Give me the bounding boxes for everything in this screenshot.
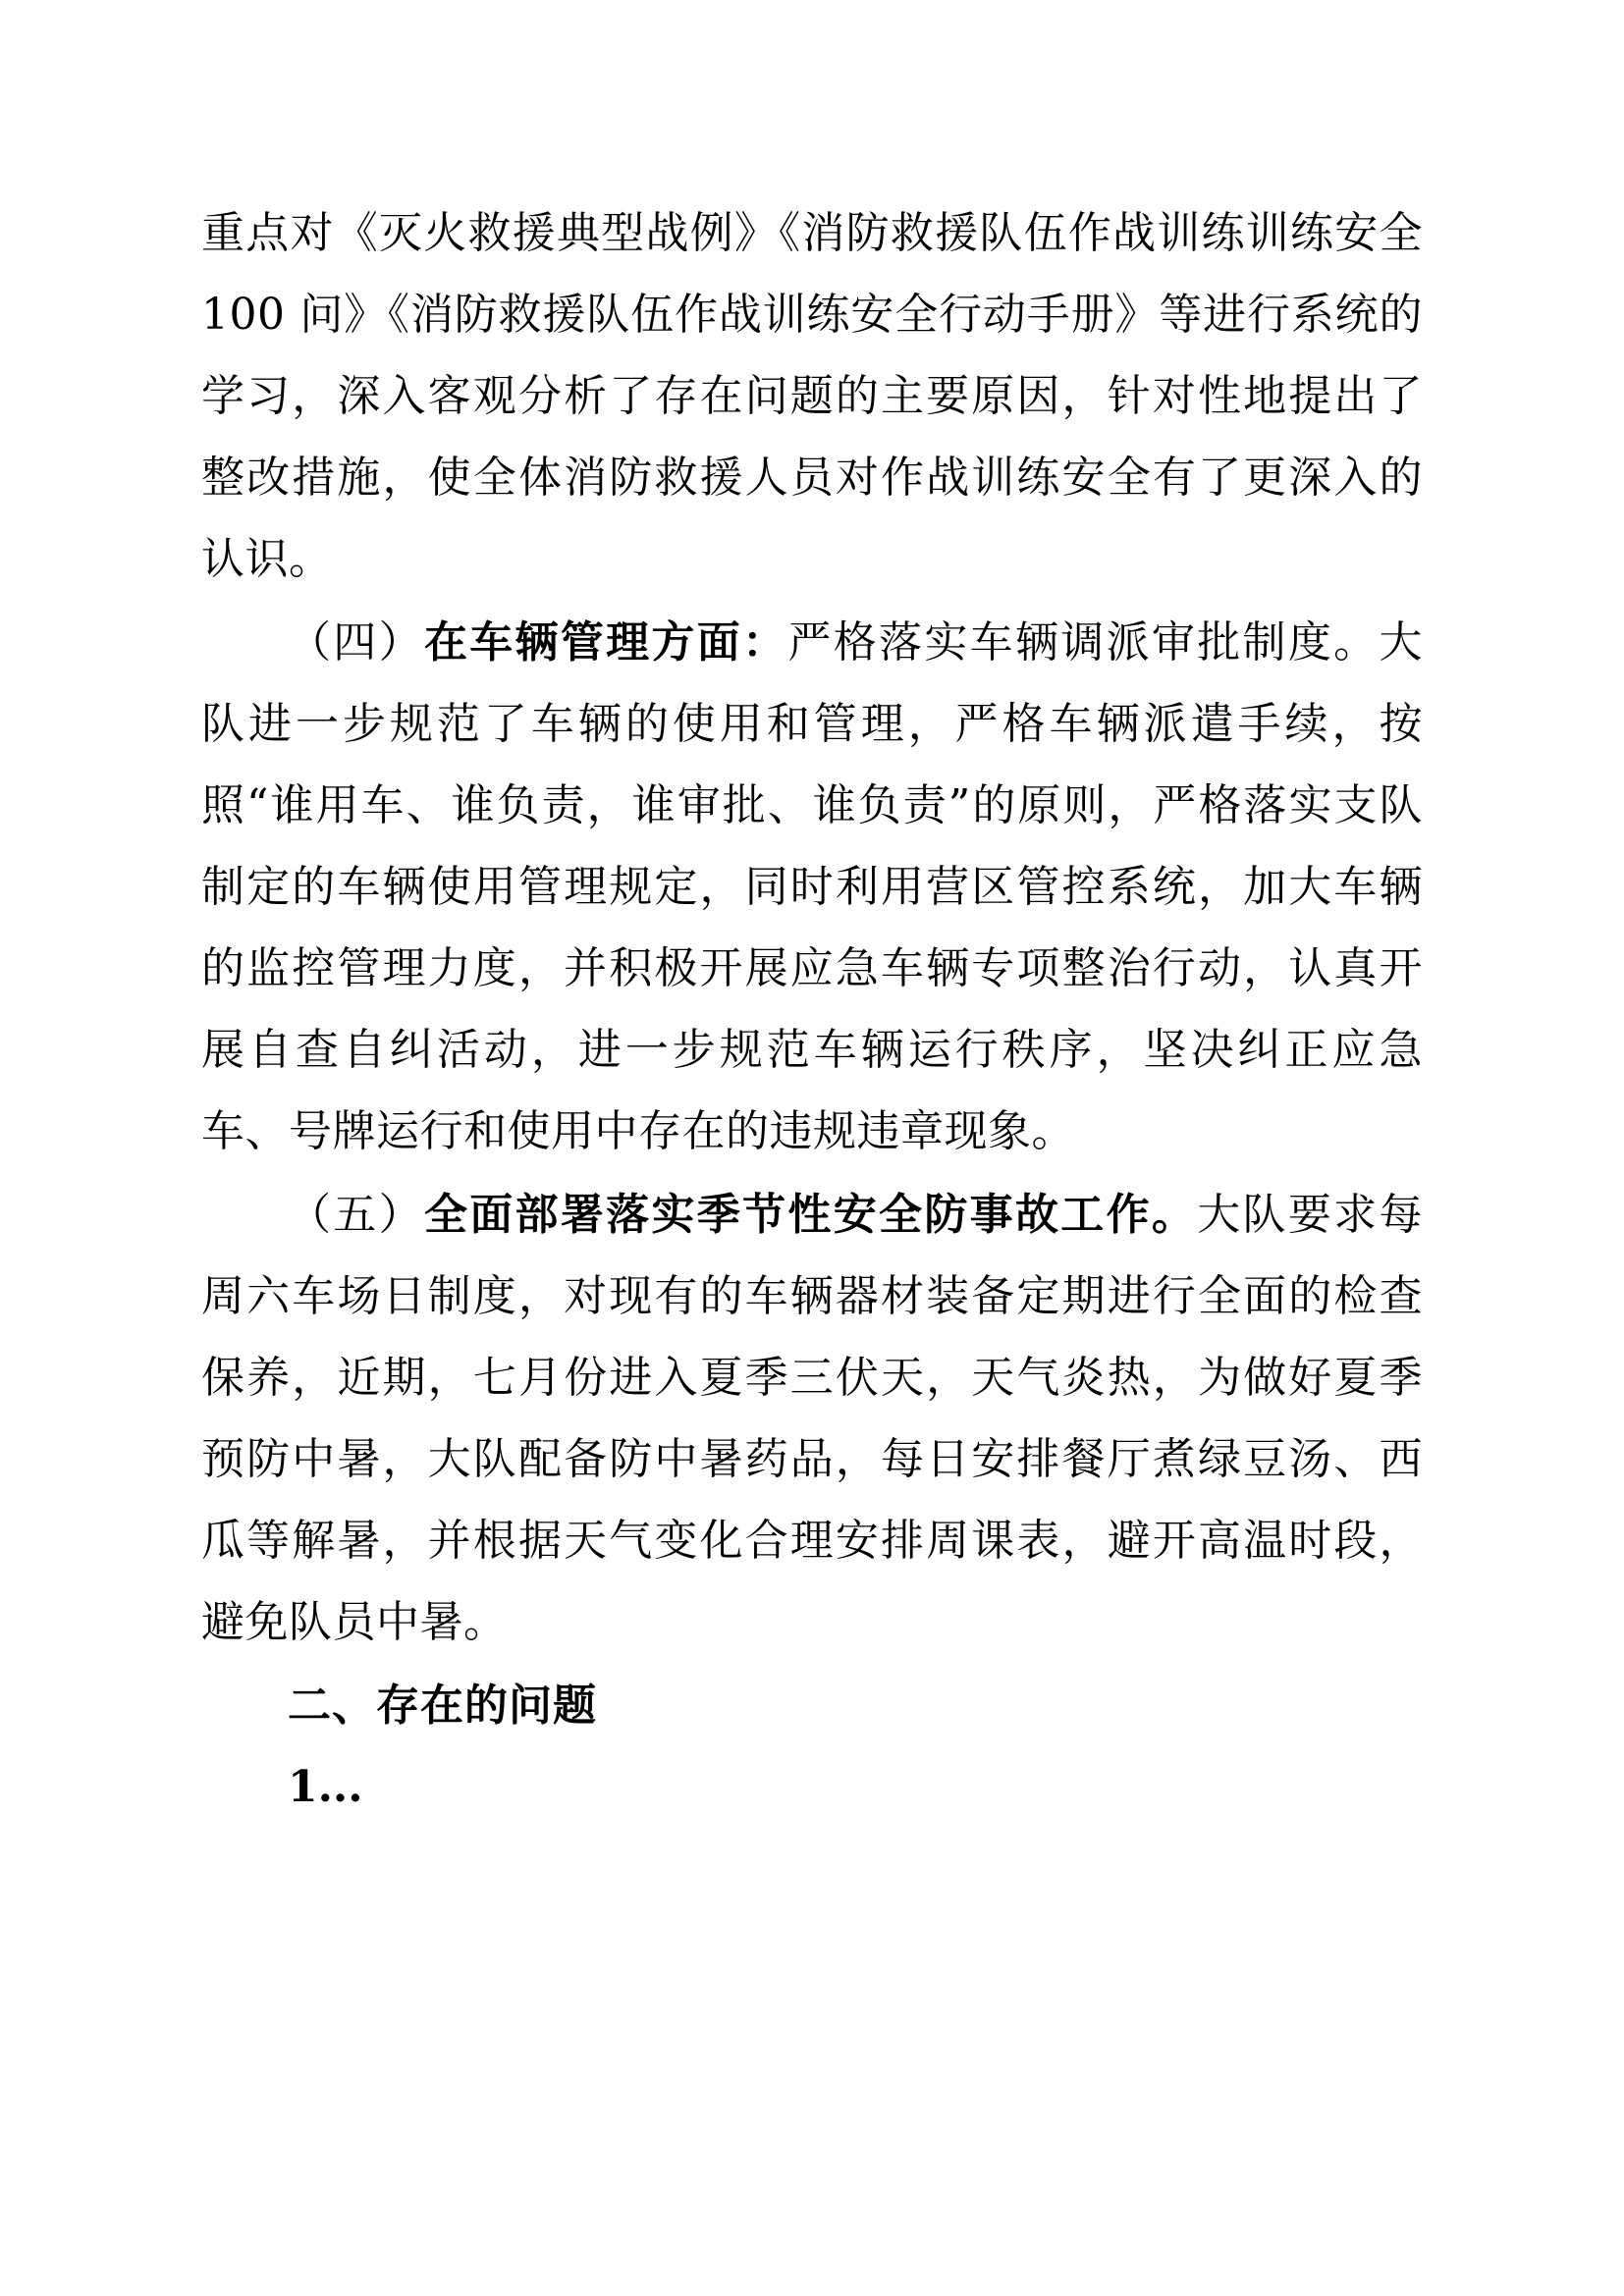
section-four-text: 严格落实车辆调派审批制度。大队进一步规范了车辆的使用和管理，严格车辆派遣手续，按照“谁用车、谁负责，谁审批、谁负责”的原则，严格落实支队制定的车辆使用管理规定，同时利用营区管控系统，加大车辆的监控管理力度，并积极开展应急车辆专项整治行动，认真开展自查自纠活动，进一步规范车辆运行秩序，坚决纠正应急车、号牌运行和使用中存在的违规违章现象。 bbox=[201, 617, 1423, 1156]
document-body bbox=[201, 192, 1423, 1828]
section-five-label: （五） bbox=[288, 1190, 424, 1240]
section-five-bold-lead: 全面部署落实季节性安全防事故工作。 bbox=[423, 1190, 1198, 1240]
paragraph-intro: 重点对《灭火救援典型战例》《消防救援队伍作战训练训练安全 100 问》《消防救援队伍作战训练安全行动手册》等进行系统的学习，深入客观分析了存在问题的主要原因，针对性地提出了整改措施，使全体消防救援人员对作战训练安全有了更深入的认识。 bbox=[201, 208, 1423, 584]
section-five-text: 大队要求每周六车场日制度，对现有的车辆器材装备定期进行全面的检查保养，近期，七月份进入夏季三伏天，天气炎热，为做好夏季预防中暑，大队配备防中暑药品，每日安排餐厅煮绿豆汤、西瓜等解暑，并根据天气变化合理安排周课表，避开高温时段，避免队员中暑。 bbox=[201, 1190, 1423, 1647]
paragraph-section-four bbox=[201, 602, 1423, 1172]
list-item-one: 1... bbox=[288, 1762, 363, 1812]
paragraph-section-five bbox=[201, 1174, 1423, 1663]
section-four-label: （四） bbox=[288, 617, 424, 667]
heading-section-two: 二、存在的问题 bbox=[288, 1681, 597, 1731]
section-four-bold-lead: 在车辆管理方面： bbox=[423, 617, 788, 667]
